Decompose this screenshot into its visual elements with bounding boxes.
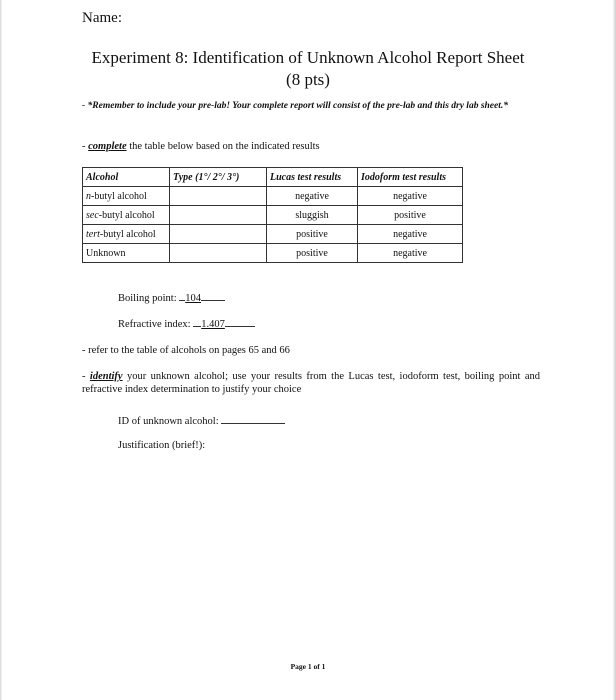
table-row [83, 225, 463, 244]
alcohol-cell: n-butyl alcohol [83, 187, 170, 206]
iodoform-cell: negative [358, 187, 463, 206]
iodoform-cell: negative [358, 244, 463, 263]
unknown-id-line [118, 413, 285, 427]
table-row [83, 244, 463, 263]
alcohol-cell: sec-butyl alcohol [83, 206, 170, 225]
type-cell[interactable] [170, 206, 267, 225]
page-points: (8 pts) [286, 70, 330, 89]
boiling-point-label: Boiling point: [118, 293, 177, 304]
page-left-edge [0, 0, 2, 700]
header-alcohol: Alcohol [83, 168, 170, 187]
table-header-row [83, 168, 463, 187]
refer-instruction: - refer to the table of alcohols on pages 65 and 66 [82, 345, 290, 356]
identify-rest: your unknown alcohol; use your results from the Lucas test, iodoform test, boiling point and refractive index determination to justify your choice [82, 371, 540, 395]
justification-label: Justification (brief!): [118, 440, 206, 451]
header-lucas: Lucas test results [267, 168, 358, 187]
unknown-id-field[interactable] [221, 413, 285, 424]
unknown-id-label: ID of unknown alcohol: [118, 416, 219, 427]
name-label: Name: [82, 10, 122, 26]
alcohol-cell: tert-butyl alcohol [83, 225, 170, 244]
page-footer: Page 1 of 1 [290, 662, 326, 671]
identify-keyword: identify [89, 371, 123, 382]
type-cell[interactable] [170, 244, 267, 263]
alcohol-cell: Unknown [83, 244, 170, 263]
refractive-index-line [118, 316, 255, 330]
complete-instruction [82, 141, 320, 152]
lucas-cell: negative [267, 187, 358, 206]
lucas-cell: sluggish [267, 206, 358, 225]
lucas-cell: positive [267, 225, 358, 244]
boiling-point-value[interactable]: 104 [185, 293, 202, 304]
table-row [83, 187, 463, 206]
page-title: Experiment 8: Identification of Unknown Alcohol Report Sheet [91, 48, 525, 67]
table-row [83, 206, 463, 225]
type-cell[interactable] [170, 225, 267, 244]
iodoform-cell: positive [358, 206, 463, 225]
lucas-cell: positive [267, 244, 358, 263]
refractive-index-value[interactable]: 1.407 [201, 319, 225, 330]
type-cell[interactable] [170, 187, 267, 206]
header-iodoform: Iodoform test results [358, 168, 463, 187]
identify-prefix: - [82, 371, 90, 382]
complete-rest: the table below based on the indicated results [126, 141, 320, 152]
refractive-index-label: Refractive index: [118, 319, 191, 330]
iodoform-cell: negative [358, 225, 463, 244]
header-type: Type (1°/ 2°/ 3°) [170, 168, 267, 187]
prelab-reminder: - *Remember to include your pre-lab! Your complete report will consist of the pre-lab and this dry lab sheet.* [82, 101, 509, 111]
complete-prefix: - [82, 141, 89, 152]
identify-instruction [82, 370, 540, 396]
complete-keyword: complete [88, 141, 127, 152]
boiling-point-line [118, 290, 225, 304]
results-table [82, 167, 463, 263]
